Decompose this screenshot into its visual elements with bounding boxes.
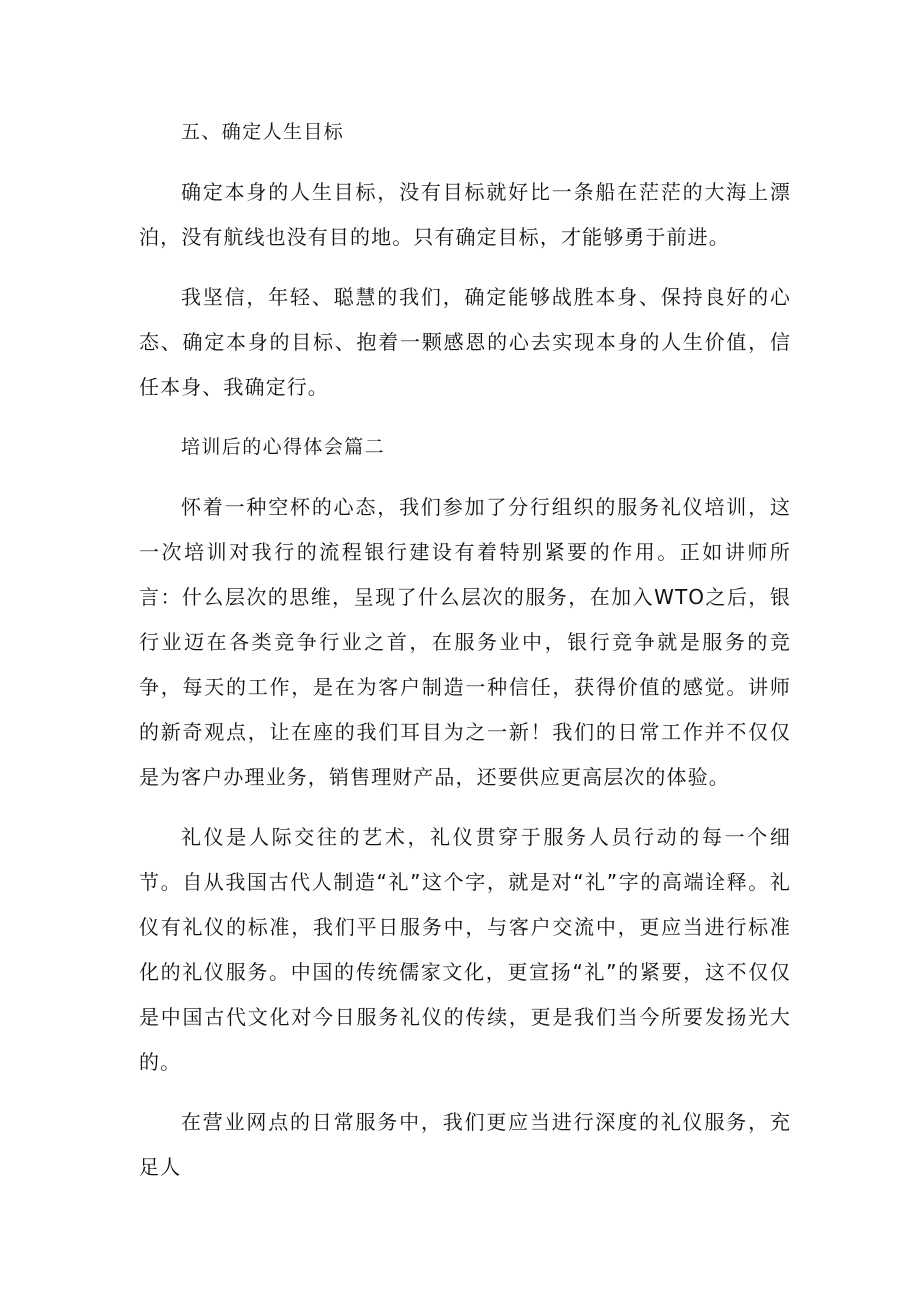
paragraph: 在营业网点的日常服务中，我们更应当进行深度的礼仪服务，充足人 <box>139 1110 791 1179</box>
paragraph: 怀着一种空杯的心态，我们参加了分行组织的服务礼仪培训，这一次培训对我行的流程银行建设有着特别紧要的作用。正如讲师所言：什么层次的思维，呈现了什么层次的服务，在加入WTO之后，银行业迈在各类竞争行业之首，在服务业中，银行竞争就是服务的竞争，每天的工作，是在为客户制造一种信任，获得价值的感觉。讲师的新奇观点，让在座的我们耳目为之一新！我们的日常工作并不仅仅是为客户办理业务，销售理财产品，还要供应更高层次的体验。 <box>139 495 791 789</box>
paragraph: 礼仪是人际交往的艺术，礼仪贯穿于服务人员行动的每一个细节。自从我国古代人制造“礼”这个字，就是对“礼”字的高端诠释。礼仪有礼仪的标准，我们平日服务中，与客户交流中，更应当进行标准化的礼仪服务。中国的传统儒家文化，更宣扬“礼”的紧要，这不仅仅是中国古代文化对今日服务礼仪的传续，更是我们当今所要发扬光大的。 <box>139 825 791 1074</box>
document-body <box>139 110 791 1205</box>
paragraph: 确定本身的人生目标，没有目标就好比一条船在茫茫的大海上漂泊，没有航线也没有目的地。只有确定目标，才能够勇于前进。 <box>139 180 791 249</box>
paragraph: 我坚信，年轻、聪慧的我们，确定能够战胜本身、保持良好的心态、确定本身的目标、抱着一颗感恩的心去实现本身的人生价值，信任本身、我确定行。 <box>139 285 791 399</box>
section-heading: 五、确定人生目标 <box>181 121 345 143</box>
article-title: 培训后的心得体会篇二 <box>181 436 386 458</box>
